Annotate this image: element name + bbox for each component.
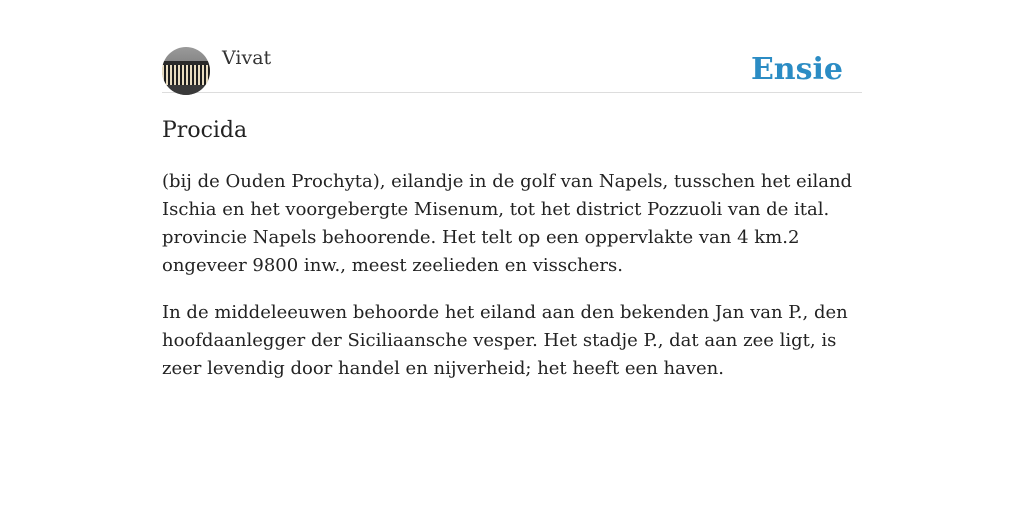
brand-logo[interactable]: Ensie xyxy=(750,52,843,87)
avatar[interactable] xyxy=(162,47,210,95)
header xyxy=(162,46,862,93)
paragraph: (bij de Ouden Prochyta), eilandje in de golf van Napels, tusschen het eiland Ischia en het voorgebergte Misenum, tot het district Pozzuoli van de ital. provincie Napels behoorende. Het telt op een oppervlakte van 4 km.2 ongeveer 9800 inw., meest zeelieden en visschers. xyxy=(162,171,853,276)
author-name[interactable]: Vivat xyxy=(222,47,272,69)
page-title: Procida xyxy=(162,118,248,143)
avatar-image xyxy=(162,47,210,95)
article-body xyxy=(162,168,862,402)
paragraph: In de middeleeuwen behoorde het eiland aan den bekenden Jan van P., den hoofdaanlegger der Siciliaansche vesper. Het stadje P., dat aan zee ligt, is zeer levendig door handel en nijverheid; het heeft een haven. xyxy=(162,302,848,379)
